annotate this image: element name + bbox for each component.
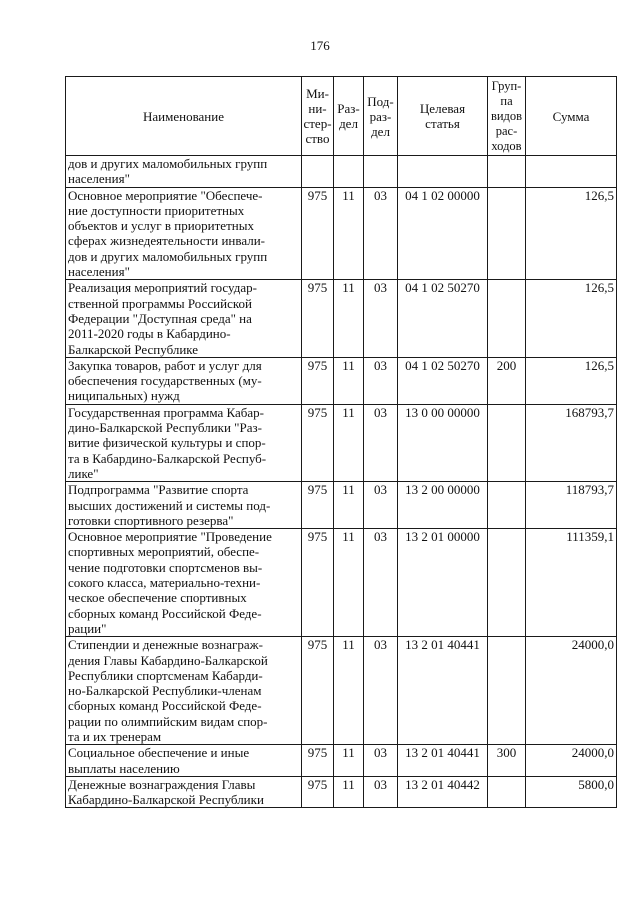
- cell-subsection: 03: [364, 187, 398, 280]
- cell-section: 11: [334, 482, 364, 529]
- table-row: [66, 156, 617, 188]
- header-name: Наименование: [66, 77, 302, 156]
- cell-name: дов и других маломобильных групп населения": [66, 156, 302, 188]
- table-row: [66, 482, 617, 529]
- cell-section: 11: [334, 637, 364, 745]
- header-subsection: Под- раз- дел: [364, 77, 398, 156]
- table-row: [66, 280, 617, 357]
- cell-sum: 5800,0: [526, 776, 617, 808]
- cell-subsection: 03: [364, 776, 398, 808]
- table-row: [66, 529, 617, 637]
- cell-group: [488, 776, 526, 808]
- cell-subsection: 03: [364, 745, 398, 777]
- table-row: [66, 637, 617, 745]
- cell-group: [488, 482, 526, 529]
- header-section: Раз- дел: [334, 77, 364, 156]
- cell-target: 04 1 02 50270: [398, 357, 488, 404]
- table-row: [66, 776, 617, 808]
- table-row: [66, 745, 617, 777]
- cell-group: [488, 637, 526, 745]
- cell-target: 04 1 02 00000: [398, 187, 488, 280]
- cell-sum: 126,5: [526, 357, 617, 404]
- cell-ministry: 975: [302, 637, 334, 745]
- cell-target: 13 0 00 00000: [398, 404, 488, 481]
- header-target: Целевая статья: [398, 77, 488, 156]
- cell-subsection: 03: [364, 482, 398, 529]
- budget-table: [65, 76, 617, 808]
- cell-section: 11: [334, 745, 364, 777]
- cell-name: Денежные вознаграждения Главы Кабардино-Балкарской Республики: [66, 776, 302, 808]
- cell-target: 04 1 02 50270: [398, 280, 488, 357]
- table-header-row: [66, 77, 617, 156]
- cell-ministry: 975: [302, 280, 334, 357]
- cell-subsection: 03: [364, 357, 398, 404]
- cell-section: 11: [334, 404, 364, 481]
- cell-group: 200: [488, 357, 526, 404]
- cell-target: 13 2 01 40441: [398, 637, 488, 745]
- table-row: [66, 357, 617, 404]
- cell-group: [488, 404, 526, 481]
- header-sum: Сумма: [526, 77, 617, 156]
- cell-ministry: 975: [302, 187, 334, 280]
- cell-ministry: 975: [302, 529, 334, 637]
- cell-sum: 24000,0: [526, 637, 617, 745]
- cell-section: [334, 156, 364, 188]
- cell-target: 13 2 01 00000: [398, 529, 488, 637]
- cell-subsection: 03: [364, 280, 398, 357]
- cell-sum: 111359,1: [526, 529, 617, 637]
- cell-group: 300: [488, 745, 526, 777]
- cell-sum: 118793,7: [526, 482, 617, 529]
- cell-name: Социальное обеспечение и иные выплаты населению: [66, 745, 302, 777]
- cell-section: 11: [334, 529, 364, 637]
- cell-sum: 24000,0: [526, 745, 617, 777]
- cell-target: 13 2 00 00000: [398, 482, 488, 529]
- cell-subsection: [364, 156, 398, 188]
- cell-ministry: 975: [302, 745, 334, 777]
- cell-group: [488, 280, 526, 357]
- cell-ministry: [302, 156, 334, 188]
- cell-name: Реализация мероприятий государ- ственной программы Российской Федерации "Доступная среда" на 2011-2020 годы в Кабардино- Балкарской Республике: [66, 280, 302, 357]
- cell-section: 11: [334, 357, 364, 404]
- cell-sum: 168793,7: [526, 404, 617, 481]
- cell-group: [488, 529, 526, 637]
- cell-name: Подпрограмма "Развитие спорта высших достижений и системы под- готовки спортивного резерва": [66, 482, 302, 529]
- cell-group: [488, 187, 526, 280]
- cell-name: Закупка товаров, работ и услуг для обеспечения государственных (му- ниципальных) нужд: [66, 357, 302, 404]
- cell-subsection: 03: [364, 529, 398, 637]
- cell-name: Основное мероприятие "Проведение спортивных мероприятий, обеспе- чение подготовки спортсменов вы- сокого класса, материально-техни- ческое обеспечение спортивных сборных команд Российской Феде- рации": [66, 529, 302, 637]
- cell-sum: 126,5: [526, 187, 617, 280]
- cell-section: 11: [334, 776, 364, 808]
- cell-name: Основное мероприятие "Обеспече- ние доступности приоритетных объектов и услуг в приоритетных сферах жизнедеятельности инвали- дов и других маломобильных групп населения": [66, 187, 302, 280]
- cell-ministry: 975: [302, 482, 334, 529]
- table-row: [66, 187, 617, 280]
- cell-sum: [526, 156, 617, 188]
- cell-ministry: 975: [302, 404, 334, 481]
- cell-name: Стипендии и денежные вознаграж- дения Главы Кабардино-Балкарской Республики спортсменам Кабарди- но-Балкарской Республики-членам сборных команд Российской Феде- рации по олимпийским видам спор- та и их тренерам: [66, 637, 302, 745]
- table-row: [66, 404, 617, 481]
- cell-subsection: 03: [364, 404, 398, 481]
- header-group: Груп- па видов рас- ходов: [488, 77, 526, 156]
- page-number: 176: [310, 38, 330, 53]
- cell-group: [488, 156, 526, 188]
- cell-subsection: 03: [364, 637, 398, 745]
- cell-target: [398, 156, 488, 188]
- cell-sum: 126,5: [526, 280, 617, 357]
- cell-ministry: 975: [302, 357, 334, 404]
- cell-target: 13 2 01 40441: [398, 745, 488, 777]
- cell-ministry: 975: [302, 776, 334, 808]
- cell-name: Государственная программа Кабар- дино-Балкарской Республики "Раз- витие физической культуры и спор- та в Кабардино-Балкарской Респуб- лике": [66, 404, 302, 481]
- cell-section: 11: [334, 187, 364, 280]
- header-ministry: Ми- ни- стер- ство: [302, 77, 334, 156]
- cell-section: 11: [334, 280, 364, 357]
- cell-target: 13 2 01 40442: [398, 776, 488, 808]
